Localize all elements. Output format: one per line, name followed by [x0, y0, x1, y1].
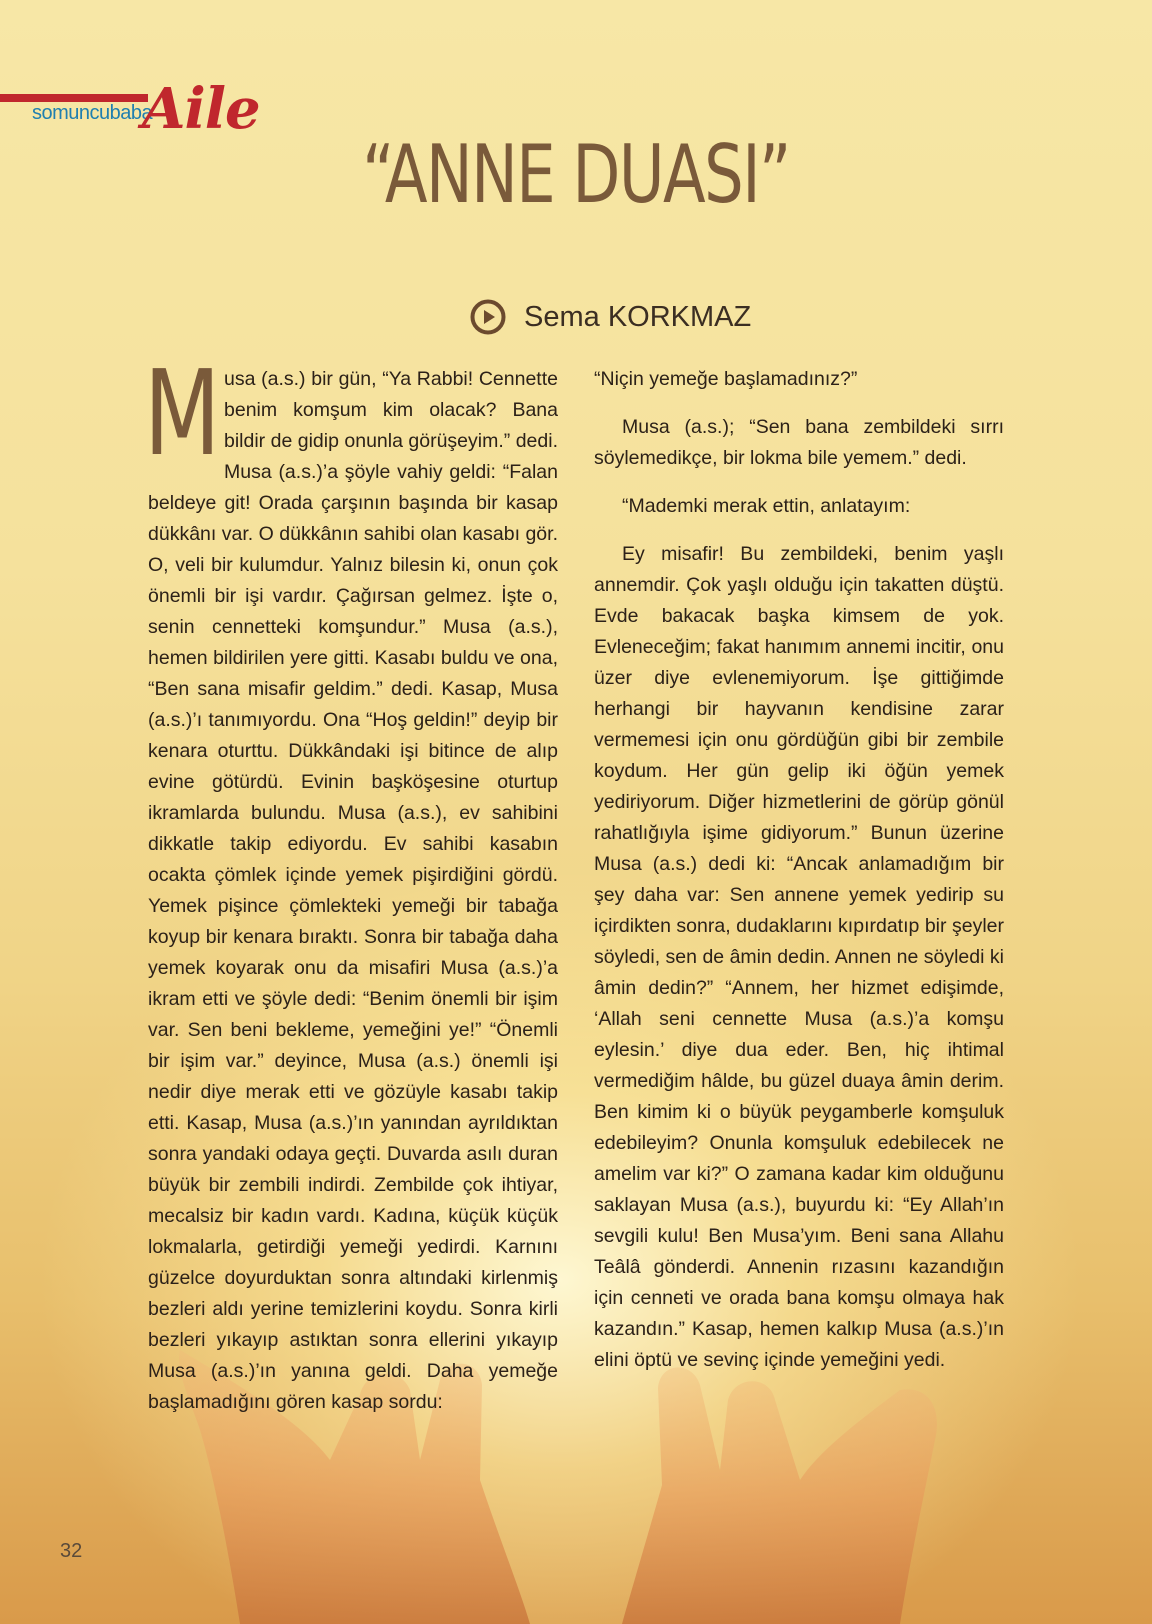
article-column-left: [144, 344, 558, 1418]
left-column-text: usa (a.s.) bir gün, “Ya Rabbi! Cennette benim komşum kim olacak? Bana bildir de gidip onunla görüşeyim.” dedi. Musa (a.s.)’a şöyle vahiy geldi: “Falan beldeye git! Orada çarşının başında bir kasap dükkânı var. O dükkânın sahibi olan kasabı gör. O, veli bir kulumdur. Yalnız bilesin ki, onun çok önemli bir işi vardır. Çağırsan gelmez. İşte o, senin cennetteki komşundur.” Musa (a.s.), hemen bildirilen yere gitti. Kasabı buldu ve ona, “Ben sana misafir geldim.” dedi. Kasap, Musa (a.s.)’ı tanımıyordu. Ona “Hoş geldin!” deyip bir kenara oturttu. Dükkândaki işi bitince de alıp evine götürdü. Evinin başköşesine oturtup ikramlarda bulundu. Musa (a.s.), ev sahibini dikkatle takip ediyordu. Ev sahibi kasabın ocakta çömlek içinde yemek pişirdiğini gördü. Yemek pişince çömlekteki yemeği bir tabağa koyup bir kenara bıraktı. Sonra bir tabağa daha yemek koyarak onu da misafiri Musa (a.s.)’a ikram etti ve şöyle dedi: “Benim önemli bir işim var. Sen beni bekleme, yemeğini ye!” “Önemli bir işim var.” deyince, Musa (a.s.) önemli işi nedir diye merak etti ve gözüyle kasabı takip etti. Kasap, Musa (a.s.)’ın yanından ayrıldıktan sonra yandaki odaya geçti. Duvarda asılı duran büyük bir zembili indirdi. Zembilde çok ihtiyar, mecalsiz bir kadın vardı. Kadına, küçük küçük lokmalarla, getirdiği yemeği yedirdi. Karnını güzelce doyurduktan sonra altındaki kirlenmiş bezleri aldı yerine temizlerini koydu. Sonra kirli bezleri yıkayıp astıktan sonra ellerini yıkayıp Musa (a.s.)’ın yanına geldi. Daha yemeğe başlamadığını gören kasap sordu:: [148, 368, 558, 1413]
page-number: 32: [60, 1540, 83, 1562]
article-column-right: [594, 364, 1004, 1376]
section-name: Aile: [142, 76, 260, 142]
author-byline: [470, 296, 751, 338]
article-paragraph: “Mademki merak ettin, anlatayım:: [622, 495, 911, 517]
author-name: Sema KORKMAZ: [524, 300, 752, 333]
article-paragraph: Musa (a.s.); “Sen bana zembildeki sırrı söylemedikçe, bir lokma bile yemem.” dedi.: [594, 416, 1004, 469]
brand-red-bar: [0, 94, 148, 102]
article-paragraph: Ey misafir! Bu zembildeki, benim yaşlı annemdir. Çok yaşlı olduğu için takatten düştü. Evde bakacak başka kimsem de yok. Evleneceğim; fakat hanımım annemi incitir, onu üzer diye evlenemiyorum. İşe gittiğimde herhangi bir hayvanın kendisine zarar vermemesi için onu gördüğün gibi bir zembile koydum. Her gün gelip iki öğün yemek yediriyorum. Diğer hizmetlerini de görüp gönül rahatlığıyla işime gidiyorum.” Bunun üzerine Musa (a.s.) dedi ki: “Ancak anlamadığım bir şey daha var: Sen annene yemek yedirip su içirdikten sonra, dudaklarını kıpırdatıp bir şeyler söyledi, sen de âmin dedin. Annen ne söyledi ki âmin dedin?” “Annem, her hizmet edişimde, ‘Allah seni cennette Musa (a.s.)’a komşu eylesin.’ diye dua eder. Ben, hiç ihtimal vermediğim hâlde, bu güzel duaya âmin derim. Ben kimim ki o büyük peygamberle komşuluk edebileyim? Onunla komşuluk edebilecek ne amelim var ki?” O zamana kadar kim olduğunu saklayan Musa (a.s.), buyurdu ki: “Ey Allah’ın sevgili kulu! Ben Musa’yım. Beni sana Allahu Teâlâ gönderdi. Annenin rızasını kazandığın için cenneti ve orada bana komşu olmaya hak kazandın.” Kasap, hemen kalkıp Musa (a.s.)’ın elini öptü ve sevinç içinde yemeğini yedi.: [594, 543, 1004, 1371]
magazine-brand: [0, 42, 260, 142]
play-circle-icon: [470, 299, 506, 335]
article-title: “ANNE DUASI”: [362, 128, 790, 221]
article-paragraph: “Niçin yemeğe başlamadınız?”: [594, 368, 858, 390]
drop-cap: M: [144, 344, 221, 482]
brand-name: somuncubaba: [32, 102, 153, 124]
article-paragraph: [144, 344, 558, 1418]
